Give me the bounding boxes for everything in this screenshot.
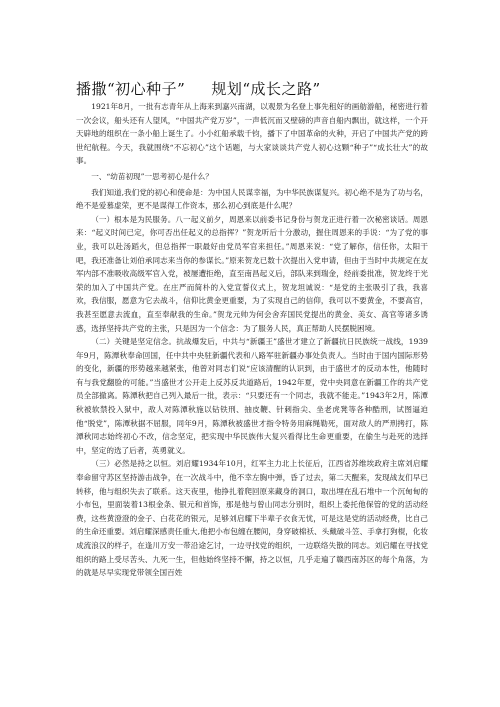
body-paragraph: （三）必然是持之以恒。刘启耀1934年10月，红军主力北上长征后，江西省苏维埃政府主席刘启耀奉命留守苏区坚持游击战争，在一次战斗中，他不幸左胸中弹，昏了过去，第二天醒来，发现战友们早已转移，他与组织失去了联系。这天夜里，他挣扎着爬回原来藏身的洞口，取出埋在乱石堆中一个沉甸甸的小布包，里面装着13根金条、银元和首饰，那是他与曾山同志分别时，组织上委托他保管的党的活动经费，这些黄澄澄的金子、白花花的银元，足够刘启耀下半辈子衣食无忧，可是这是党的活动经费，比自己的生命还重要。刘启耀深感责任重大,他把小布包缠在腰间，身穿破棉袄、头戴破斗笠、手拿打狗棍，化妆成流浪汉的样子，在逢川万安一带沿途乞讨，一边寻找党的组织，一边联络失散的同志。刘启耀在寻找党组织的路上受尽苦头、九死一生，但他始终坚持不懈，持之以恒，几乎走遍了赣西南苏区的每个角落，为的就是尽早实现党带领全国百姓 xyxy=(76,459,428,578)
body-paragraph: （二）关键是坚定信念。抗战爆发后，中共与“新疆王”盛世才建立了新疆抗日民族统一战线，1939年9月，陈潭秋奉命回国，任中共中央驻新疆代表和八路军驻新疆办事处负责人。当时由于国内国际形势的变化，新疆的形势越来越紧张，他曾对同志们说“应该清醒的认识到，由于盛世才的反动本性，他随时有与我党翻脸的可能。”当盛世才公开走上反苏反共道路后，1942年夏，党中央同意在新疆工作的共产党员全部撤离。陈潭秋把自己列入最后一批，表示：“只要还有一个同志，我就不能走。”1943年2月，陈潭秋被软禁投入狱中，敌人对陈潭秋施以钻铁刑、抽皮鞭、针刺指尖、坐老虎凳等各种酷刑，试图逼迫他“脱党”，陈潭秋据不屈服，同年9月，陈潭秋被盛世才指令特务用麻绳勒死，面对敌人的严刑拷打，陈潭秋同志始终初心不改，信念坚定，把实现中华民族伟大复兴看得比生命更重要，在偷生与赴死的选择中，坚定的选了后者，英勇就义。 xyxy=(76,337,428,455)
document-title xyxy=(76,78,321,99)
body-paragraph: （一）根本是为民服务。八一起义前夕，周恩来以前委书记身份与贺龙正进行着一次秘密谈话。周恩来：“起义时间已定，你可否出任起义的总指挥？”贺龙听后十分激动，握住周恩来的手说：“为了党的事业，我可以赴汤蹈火，但总指挥一职最好由党员军官来担任。”周恩来说：“党了解你，信任你，太阳干吧，我还准备让刘伯承同志来当你的参谋长。”原来贺龙已数十次提出入党申请，但由于当时中共规定在友军内部不准吸收高级军官入党，被屡遭拒绝，直至南昌起义后，部队来到瑞金，经前委批准，贺龙终于光荣的加入了中国共产党。在庄严而简朴的入党宣誓仪式上，贺龙坦诚说：“是党的主张吸引了我，我喜欢，我信服，愿意为它去战斗，信仰比黄金更重要，为了实现自己的信仰，我可以不要黄金，不要高官，我甚至愿意去流血，直至奉献我的生命。”贺龙元帅为何会舍弃国民党提出的黄金、美女、高官等诸多诱惑，选择坚持共产党的主张，只是因为一个信念：为了服务人民，真正帮助人民摆脱困境。 xyxy=(76,214,428,333)
title-part-1: 播撒“初心种子” xyxy=(76,80,186,98)
intro-paragraph: 1921年8月，一批有志青年从上海来到嘉兴南湖，以观景为名登上事先租好的画舫游船，秘密进行着一次会议，船头还有人望风，“中国共产党万岁”，一声低沉而又壁磅的声音自船内飘出，就这样，一个开天辟地的组织在一条小船上诞生了。小小红船承载千钧，播下了中国革命的火种，开启了中国共产党的跨世纪航程。今天，我就围绕“不忘初心”这个话题，与大家谈谈共产党人初心这颗“种子”“成长壮大”的故事。 xyxy=(76,102,428,166)
body-paragraph: 我们知道,我们党的初心和使命是：为中国人民谋幸福，为中华民族谋复兴。初心绝不是为了功与名，绝不是爱慕虚荣，更不是谋得工作资本，那么初心到底是什么呢？ xyxy=(76,187,428,211)
title-part-2: 规划“成长之路” xyxy=(211,80,321,98)
section-heading: 一、“幼苗初现”一思考初心是什么？ xyxy=(91,171,213,181)
document-body xyxy=(76,100,428,580)
